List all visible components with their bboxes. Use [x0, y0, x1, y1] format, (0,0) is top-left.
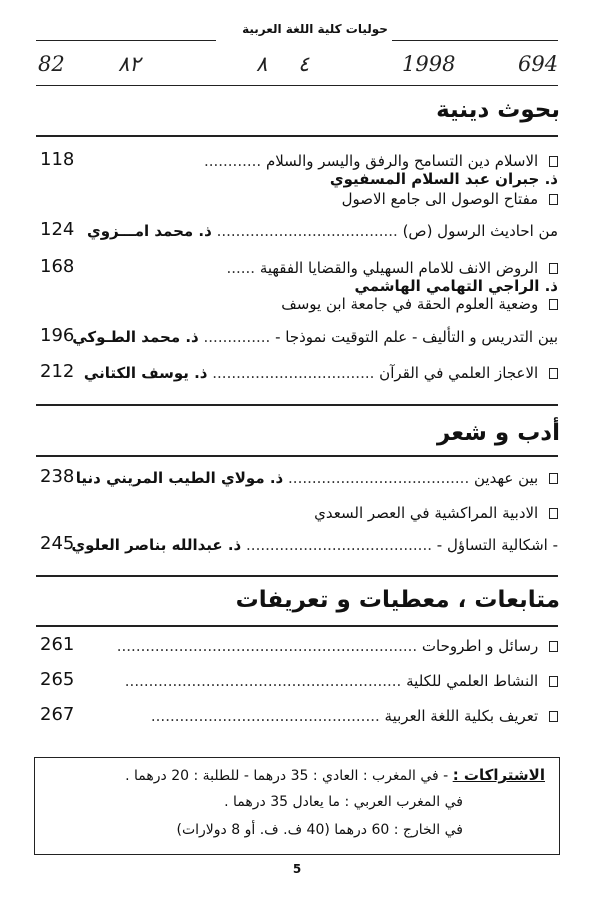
leader-dots: ......: [226, 259, 256, 277]
entry-title: الاسلام دين التسامح والرفق واليسر والسلام: [265, 152, 539, 170]
subscriptions-line-3: في الخارج : 60 درهما (40 ف. ف. أو 8 دولارات): [176, 822, 463, 838]
leader-dots: ..................................: [212, 364, 375, 382]
entry-title: رسائل و اطروحات: [421, 637, 539, 655]
entry-title: بين عهدين: [474, 469, 539, 487]
handwritten-note: ٤: [298, 52, 310, 76]
square-bullet-icon: [549, 299, 558, 310]
entry-page: 168: [40, 256, 75, 277]
entry-title: الروض الانف للامام السهيلي والقضايا الفقهية: [259, 259, 539, 277]
toc-entry[interactable]: [40, 634, 558, 661]
entry-page: 238: [40, 466, 75, 487]
entry-title: النشاط العلمي للكلية: [406, 672, 539, 690]
entry-title: مفتاح الوصول الى جامع الاصول: [341, 190, 539, 208]
header-rule-left: [36, 40, 216, 41]
subscriptions-line-1: [125, 766, 545, 784]
handwritten-note: ٨: [256, 52, 268, 76]
toc-entry[interactable]: [40, 466, 558, 493]
entry-title-continued: بين التدريس و التأليف - علم التوقيت نموذجا -: [275, 328, 558, 346]
square-bullet-icon: [549, 263, 558, 274]
entry-page: 261: [40, 634, 75, 655]
entry-page: 196: [40, 325, 75, 346]
handwritten-note: 1998: [402, 52, 456, 76]
leader-dots: ................................................: [150, 707, 380, 725]
leader-dots: ..............: [203, 328, 271, 346]
leader-dots: ......................................: [216, 222, 398, 240]
toc-entry[interactable]: [40, 190, 558, 214]
leader-dots: ............: [203, 152, 262, 170]
entry-page: 118: [40, 149, 75, 170]
entry-author: ذ. عبدالله بناصر العلوي: [71, 536, 242, 554]
entry-author: ذ. الراجي التهامي الهاشمي: [354, 277, 558, 295]
handwritten-note: ٨٢: [118, 52, 141, 76]
section-title: بحوث دينية: [436, 97, 560, 123]
subscriptions-label: الاشتراكات :: [452, 766, 545, 784]
toc-entry[interactable]: [40, 256, 558, 295]
page-number: 5: [292, 862, 302, 876]
square-bullet-icon: [549, 711, 558, 722]
toc-entry[interactable]: [40, 149, 558, 188]
toc-entry-continuation: [40, 219, 558, 246]
square-bullet-icon: [549, 508, 558, 519]
square-bullet-icon: [549, 156, 558, 167]
entry-page: 212: [40, 361, 75, 382]
running-head: حوليات كلية اللغة العربية: [242, 22, 388, 36]
leader-dots: .......................................: [246, 536, 432, 554]
leader-dots: ......................................: [288, 469, 470, 487]
toc-entry[interactable]: [40, 361, 558, 388]
entry-title: تعريف بكلية اللغة العربية: [384, 707, 539, 725]
square-bullet-icon: [549, 676, 558, 687]
entry-title: الادبية المراكشية في العصر السعدي: [314, 504, 539, 522]
subscriptions-line-2: في المغرب العربي : ما يعادل 35 درهما .: [224, 794, 463, 810]
toc-entry[interactable]: [40, 704, 558, 731]
entry-author: ذ. محمد الطـوكي: [72, 328, 199, 346]
entry-author: ذ. مولاي الطيب المريني دنيا: [75, 469, 284, 487]
square-bullet-icon: [549, 194, 558, 205]
handwriting-rule: [36, 85, 558, 86]
section-rule: [36, 135, 558, 137]
subscriptions-morocco: - في المغرب : العادي : 35 درهما - للطلبة : 20 درهما .: [125, 768, 449, 784]
handwritten-note: 694: [518, 52, 559, 76]
entry-title-continued: - اشكالية التساؤل -: [436, 536, 558, 554]
handwritten-note: 82: [38, 52, 65, 76]
toc-entry[interactable]: [40, 669, 558, 696]
toc-entry-continuation: [40, 325, 558, 352]
entry-author: ذ. محمد امـــزوي: [86, 222, 212, 240]
entry-page: 265: [40, 669, 75, 690]
entry-author: ذ. جبران عبد السلام المسفيوي: [329, 170, 558, 188]
section-rule: [36, 404, 558, 406]
section-rule: [36, 625, 558, 627]
header-rule-right: [392, 40, 558, 41]
entry-title: الاعجاز العلمي في القرآن: [379, 364, 539, 382]
subscriptions-box: [34, 757, 560, 855]
entry-author: ذ. يوسف الكتاني: [83, 364, 208, 382]
toc-entry[interactable]: [40, 295, 558, 319]
leader-dots: ...............................................................: [116, 637, 418, 655]
section-rule: [36, 455, 558, 457]
entry-page: 245: [40, 533, 75, 554]
entry-title: وضعية العلوم الحقة في جامعة ابن يوسف: [281, 295, 539, 313]
toc-entry-continuation: [40, 533, 558, 560]
section-title: متابعات ، معطيات و تعريفات: [235, 587, 560, 613]
toc-entry[interactable]: [40, 504, 558, 528]
section-rule: [36, 575, 558, 577]
entry-page: 124: [40, 219, 75, 240]
section-title: أدب و شعر: [436, 420, 560, 446]
square-bullet-icon: [549, 368, 558, 379]
leader-dots: ..........................................................: [124, 672, 402, 690]
square-bullet-icon: [549, 473, 558, 484]
entry-page: 267: [40, 704, 75, 725]
square-bullet-icon: [549, 641, 558, 652]
entry-title-continued: من احاديث الرسول (ص): [402, 222, 558, 240]
